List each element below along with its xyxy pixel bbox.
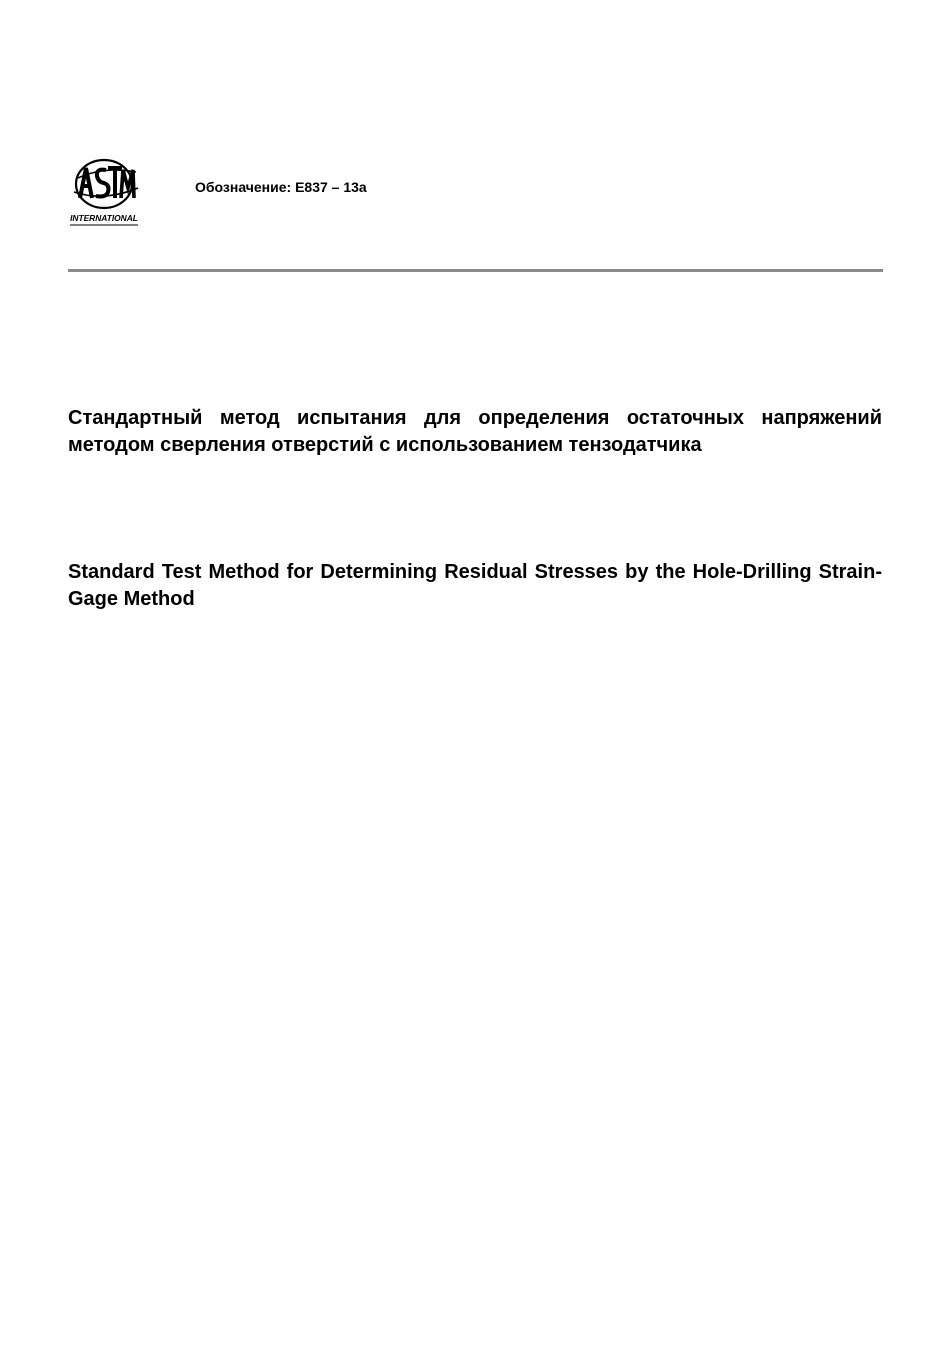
astm-logo-icon: [66, 158, 144, 228]
title-russian: Стандартный метод испытания для определения остаточных напряжений методом сверления отверстий с использованием тензодатчика: [68, 407, 882, 456]
title-english: Standard Test Method for Determining Residual Stresses by the Hole-Drilling Strain-Gage Method: [68, 561, 882, 610]
astm-logo: [66, 158, 144, 228]
standard-designation: Обозначение: E837 – 13a: [195, 179, 367, 195]
header-divider: [68, 269, 883, 272]
logo-caption: INTERNATIONAL: [70, 213, 138, 223]
